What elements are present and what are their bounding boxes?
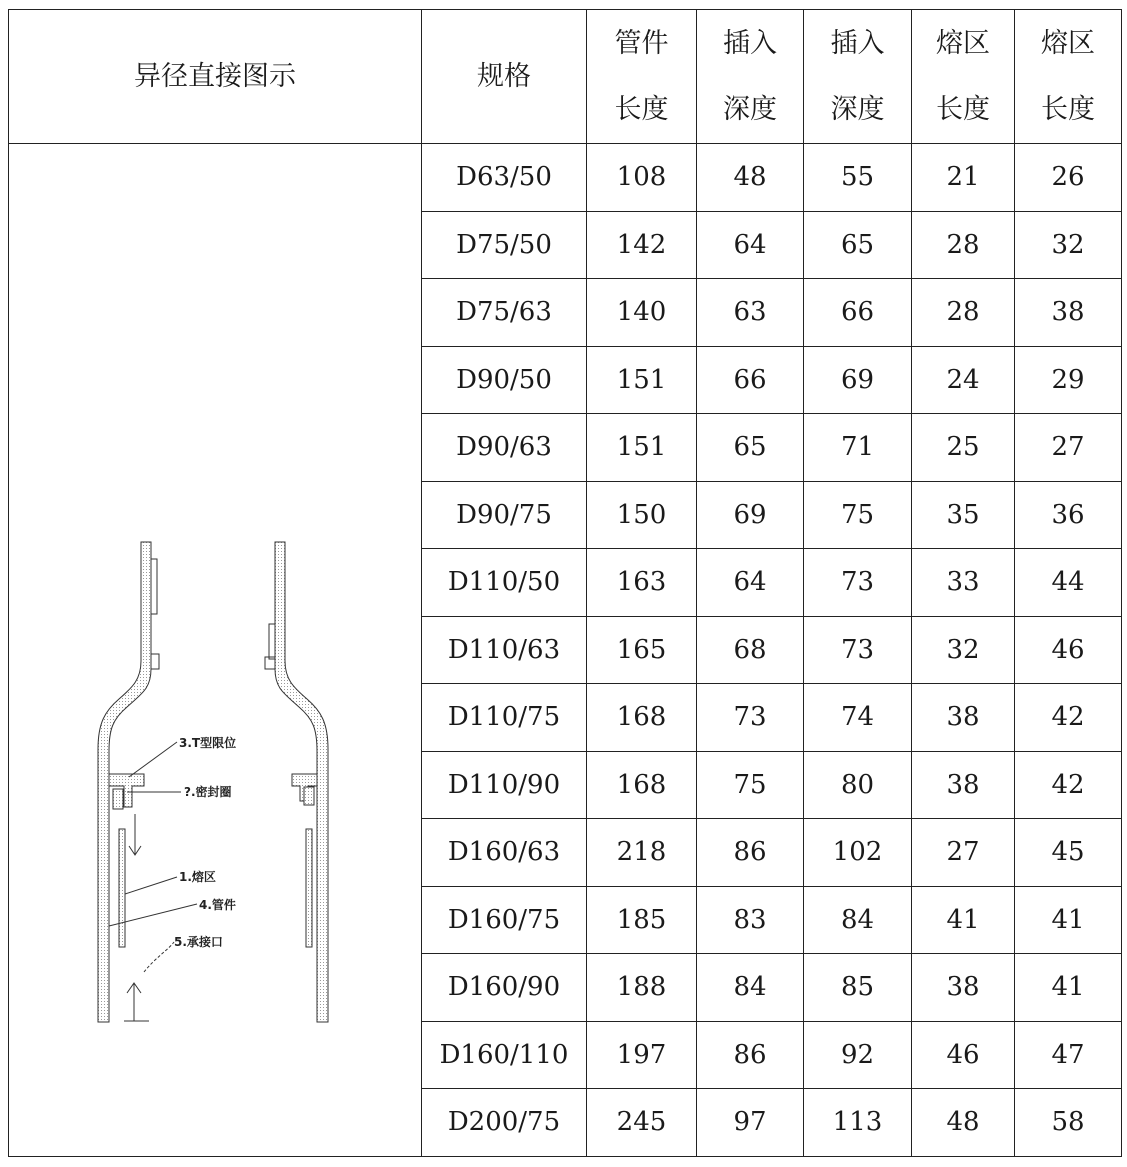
diagram-cell [9,144,422,1157]
cell-fusion-length-2: 42 [1015,751,1122,819]
header-fusion-length-1: 熔区 长度 [912,10,1015,144]
cell-insert-depth-1: 64 [697,549,804,617]
cell-fusion-length-1: 28 [912,279,1015,347]
cell-spec: D110/50 [422,549,587,617]
cell-insert-depth-2: 113 [804,1089,912,1157]
cell-insert-depth-2: 73 [804,616,912,684]
cell-insert-depth-1: 68 [697,616,804,684]
cell-insert-depth-1: 86 [697,1021,804,1089]
cell-insert-depth-2: 84 [804,886,912,954]
cell-fusion-length-2: 46 [1015,616,1122,684]
cell-fusion-length-2: 38 [1015,279,1122,347]
cell-insert-depth-1: 75 [697,751,804,819]
cell-fusion-length-2: 47 [1015,1021,1122,1089]
cell-fusion-length-1: 38 [912,751,1015,819]
cell-fusion-length-1: 32 [912,616,1015,684]
fusion-zone-right [306,829,312,947]
label-fusion-zone: 1.熔区 [179,870,216,884]
cell-pipe-length: 140 [587,279,697,347]
cell-pipe-length: 185 [587,886,697,954]
cell-spec: D75/50 [422,211,587,279]
cell-fusion-length-2: 45 [1015,819,1122,887]
cell-spec: D90/63 [422,414,587,482]
cell-pipe-length: 218 [587,819,697,887]
cell-spec: D90/75 [422,481,587,549]
cell-fusion-length-2: 32 [1015,211,1122,279]
cell-insert-depth-2: 80 [804,751,912,819]
cell-pipe-length: 165 [587,616,697,684]
cell-insert-depth-2: 85 [804,954,912,1022]
label-seal: ?.密封圈 [184,785,232,799]
label-socket: 5.承接口 [174,935,223,949]
cell-insert-depth-1: 97 [697,1089,804,1157]
cell-fusion-length-1: 38 [912,954,1015,1022]
cell-insert-depth-2: 74 [804,684,912,752]
cell-spec: D160/90 [422,954,587,1022]
cell-pipe-length: 168 [587,751,697,819]
cell-insert-depth-1: 65 [697,414,804,482]
label-fitting: 4.管件 [199,898,236,912]
cell-fusion-length-1: 24 [912,346,1015,414]
upper-left-stop [151,559,157,614]
cell-fusion-length-2: 36 [1015,481,1122,549]
cell-insert-depth-1: 86 [697,819,804,887]
cell-insert-depth-2: 75 [804,481,912,549]
header-row [9,10,1122,144]
header-spec: 规格 [422,10,587,144]
cell-insert-depth-2: 66 [804,279,912,347]
cell-insert-depth-1: 63 [697,279,804,347]
cell-spec: D160/110 [422,1021,587,1089]
cell-fusion-length-1: 35 [912,481,1015,549]
cell-fusion-length-1: 38 [912,684,1015,752]
cell-fusion-length-2: 42 [1015,684,1122,752]
cell-pipe-length: 142 [587,211,697,279]
cell-pipe-length: 108 [587,144,697,212]
cell-insert-depth-1: 66 [697,346,804,414]
cell-spec: D75/63 [422,279,587,347]
cell-insert-depth-1: 84 [697,954,804,1022]
cell-fusion-length-1: 27 [912,819,1015,887]
cell-insert-depth-2: 71 [804,414,912,482]
cell-pipe-length: 163 [587,549,697,617]
cell-insert-depth-2: 55 [804,144,912,212]
header-fusion-length-2: 熔区 长度 [1015,10,1122,144]
cell-insert-depth-2: 73 [804,549,912,617]
label-t-stop: 3.T型限位 [179,736,237,750]
cell-pipe-length: 150 [587,481,697,549]
seal-right [304,787,314,805]
cell-spec: D110/63 [422,616,587,684]
cell-fusion-length-2: 44 [1015,549,1122,617]
cell-fusion-length-1: 46 [912,1021,1015,1089]
table-row [9,144,1122,212]
cell-fusion-length-2: 58 [1015,1089,1122,1157]
up-arrow-icon [124,983,149,1021]
cell-insert-depth-1: 73 [697,684,804,752]
fusion-zone-left [119,829,125,947]
cell-fusion-length-1: 28 [912,211,1015,279]
cell-pipe-length: 151 [587,414,697,482]
header-insert-depth-1: 插入 深度 [697,10,804,144]
cell-fusion-length-1: 25 [912,414,1015,482]
cell-fusion-length-2: 41 [1015,886,1122,954]
cell-insert-depth-1: 83 [697,886,804,954]
cell-fusion-length-2: 26 [1015,144,1122,212]
cell-insert-depth-2: 69 [804,346,912,414]
cell-spec: D160/75 [422,886,587,954]
cell-fusion-length-1: 33 [912,549,1015,617]
cell-spec: D63/50 [422,144,587,212]
cell-spec: D110/90 [422,751,587,819]
cell-spec: D200/75 [422,1089,587,1157]
cell-fusion-length-2: 27 [1015,414,1122,482]
upper-left-hook [151,654,159,669]
header-diagram-title: 异径直接图示 [9,10,422,144]
cell-fusion-length-1: 48 [912,1089,1015,1157]
cell-insert-depth-1: 48 [697,144,804,212]
down-arrow-icon [129,814,141,855]
cell-fusion-length-2: 41 [1015,954,1122,1022]
upper-right-stop [269,624,275,659]
cell-insert-depth-2: 65 [804,211,912,279]
cell-pipe-length: 188 [587,954,697,1022]
cell-insert-depth-1: 69 [697,481,804,549]
seal-left [113,789,123,809]
reducer-coupling-diagram [89,389,409,1039]
cell-fusion-length-2: 29 [1015,346,1122,414]
cell-fusion-length-1: 41 [912,886,1015,954]
cell-fusion-length-1: 21 [912,144,1015,212]
cell-pipe-length: 197 [587,1021,697,1089]
cell-pipe-length: 168 [587,684,697,752]
spec-table [8,9,1122,1157]
header-insert-depth-2: 插入 深度 [804,10,912,144]
cell-pipe-length: 151 [587,346,697,414]
cell-insert-depth-2: 102 [804,819,912,887]
cell-spec: D160/63 [422,819,587,887]
cell-spec: D90/50 [422,346,587,414]
cell-insert-depth-2: 92 [804,1021,912,1089]
cell-pipe-length: 245 [587,1089,697,1157]
cell-spec: D110/75 [422,684,587,752]
header-pipe-length: 管件 长度 [587,10,697,144]
cell-insert-depth-1: 64 [697,211,804,279]
